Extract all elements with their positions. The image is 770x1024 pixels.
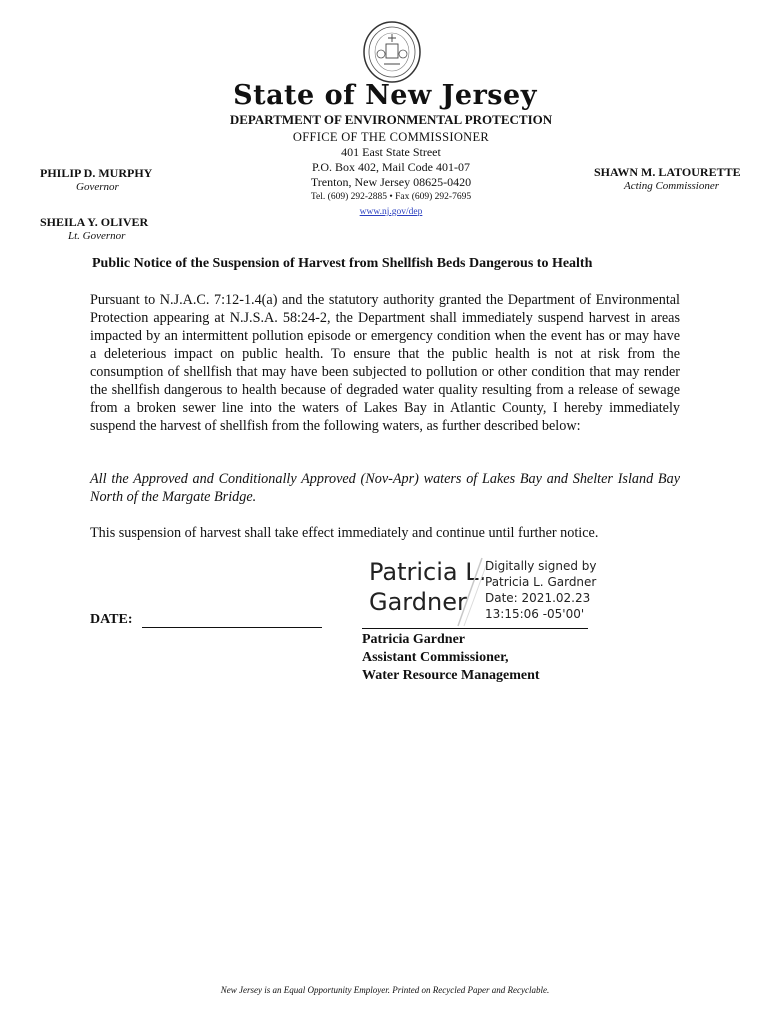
department-name: DEPARTMENT OF ENVIRONMENTAL PROTECTION (229, 112, 553, 127)
signer-title: Water Resource Management (362, 668, 540, 683)
digital-signature-line: Digitally signed by (485, 559, 597, 573)
website-link[interactable]: www.nj.gov/dep (359, 207, 423, 217)
notice-title: Public Notice of the Suspension of Harvest from Shellfish Beds Dangerous to Health (92, 256, 593, 271)
governor-name: PHILIP D. MURPHY (40, 166, 153, 180)
signer-title: Assistant Commissioner, (362, 650, 509, 665)
phone-fax: Tel. (609) 292-2885 • Fax (609) 292-7695 (310, 192, 472, 202)
digital-signature-line: 13:15:06 -05'00' (485, 607, 585, 621)
governor (40, 166, 152, 193)
commissioner-name: SHAWN M. LATOURETTE (594, 165, 741, 179)
state-title: State of New Jersey (233, 80, 537, 111)
signer-name: Patricia Gardner (362, 632, 466, 647)
date-label: DATE: (90, 612, 133, 627)
affected-waters: All the Approved and Conditionally Approved (Nov-Apr) waters of Lakes Bay and Shelter Island Bay North of the Margate Bridge. (90, 471, 680, 505)
signature-name-line: Gardner (369, 588, 467, 616)
signer-block (362, 631, 540, 685)
left-officials (40, 166, 152, 264)
signature-line (362, 628, 588, 629)
digital-signature-line: Date: 2021.02.23 (485, 591, 591, 605)
governor-title: Governor (76, 181, 119, 193)
lt-governor-name: SHEILA Y. OLIVER (40, 215, 149, 229)
digital-signature-line: Patricia L. Gardner (485, 575, 597, 589)
seal-icon (362, 20, 422, 84)
state-seal (362, 20, 422, 84)
address-line: 401 East State Street (341, 145, 441, 159)
lt-governor (40, 215, 152, 242)
footer: New Jersey is an Equal Opportunity Employer. Printed on Recycled Paper and Recyclable. (220, 985, 550, 995)
office-name: OFFICE OF THE COMMISSIONER (292, 130, 490, 144)
address-line: P.O. Box 402, Mail Code 401-07 (311, 160, 470, 174)
effect-statement: This suspension of harvest shall take effect immediately and continue until further notice. (90, 525, 599, 541)
commissioner-title: Acting Commissioner (624, 180, 720, 192)
commissioner (594, 165, 741, 192)
date-line (142, 627, 322, 628)
digital-signature-info (485, 558, 597, 622)
address-line: Trenton, New Jersey 08625-0420 (310, 175, 472, 189)
notice-paragraph: Pursuant to N.J.A.C. 7:12-1.4(a) and the statutory authority granted the Department of Environmental Protection appearing at N.J.S.A. 58:24-2, the Department shall immediately suspend harvest in areas impacted by an intermittent pollution episode or emergency condition when the event has or may have a deleterious impact on public health. To ensure that the public health is not at risk from the consumption of shellfish that may have been subjected to pollution or other condition that may render the shellfish dangerous to health because of degraded water quality resulting from a release of sewage from a broken sewer line into the waters of Lakes Bay in Atlantic County, I hereby immediately suspend the harvest of shellfish from the following waters, as further described below: (90, 292, 680, 434)
lt-governor-title: Lt. Governor (68, 230, 126, 242)
signature-name-line: Patricia L. (369, 558, 487, 586)
